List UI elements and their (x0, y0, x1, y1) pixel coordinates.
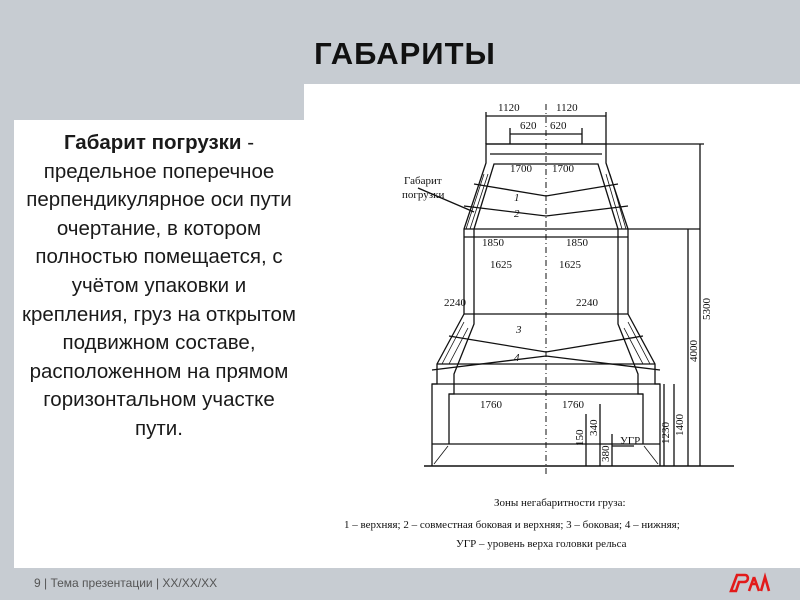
height-4000: 4000 (688, 340, 700, 362)
height-380: 380 (600, 445, 612, 462)
dim-1700: 1700 (510, 163, 532, 175)
legend-line-2: УГР – уровень верха головки рельса (456, 538, 627, 550)
zone-number-3: 3 (516, 324, 522, 336)
top-inner-dim-right: 620 (550, 120, 567, 132)
height-1400: 1400 (674, 414, 686, 436)
gabarit-label-line1: Габарит (404, 175, 442, 187)
rzd-logo-icon (727, 571, 771, 595)
dim-1850-right: 1850 (566, 237, 588, 249)
dim-1625-right: 1625 (559, 259, 581, 271)
page-title: ГАБАРИТЫ (314, 36, 496, 71)
legend-title: Зоны негабаритности груза: (494, 497, 626, 509)
height-5300: 5300 (701, 298, 713, 320)
zone-number-2: 2 (514, 208, 520, 220)
dim-1850-left: 1850 (482, 237, 504, 249)
definition-body: - предельное поперечное перпендикулярное оси пути очертание, в котором полностью помещается, с учётом упаковки и крепления, груз на открытом подвижном составе, расположенном на прямом горизонтальном участке пути. (21, 131, 296, 440)
height-150: 150 (574, 429, 586, 446)
top-dim-left: 1120 (498, 102, 520, 114)
rzd-logo (727, 571, 771, 601)
height-1230: 1230 (660, 422, 672, 444)
dim-2240-right: 2240 (576, 297, 598, 309)
dim-1760-left: 1760 (480, 399, 502, 411)
footer-text: 9 | Тема презентации | XX/XX/XX (34, 576, 218, 590)
gauge-drawing (304, 84, 800, 568)
dim-1760-right: 1760 (562, 399, 584, 411)
loading-gauge-diagram (304, 84, 800, 568)
top-inner-dim-left: 620 (520, 120, 537, 132)
dim-1625-left: 1625 (490, 259, 512, 271)
top-dim-right: 1120 (556, 102, 578, 114)
definition-text (18, 129, 300, 444)
definition-term: Габарит погрузки (63, 131, 242, 154)
dim-1700-right: 1700 (552, 163, 574, 175)
zone-number-1: 1 (514, 192, 520, 204)
dim-2240-left: 2240 (444, 297, 466, 309)
zone-number-4: 4 (514, 352, 520, 364)
legend-line-1: 1 – верхняя; 2 – совместная боковая и верхняя; 3 – боковая; 4 – нижняя; (344, 519, 680, 531)
gabarit-label-line2: погрузки (402, 189, 445, 201)
ugr-label: УГР (620, 435, 641, 447)
height-340: 340 (588, 419, 600, 436)
